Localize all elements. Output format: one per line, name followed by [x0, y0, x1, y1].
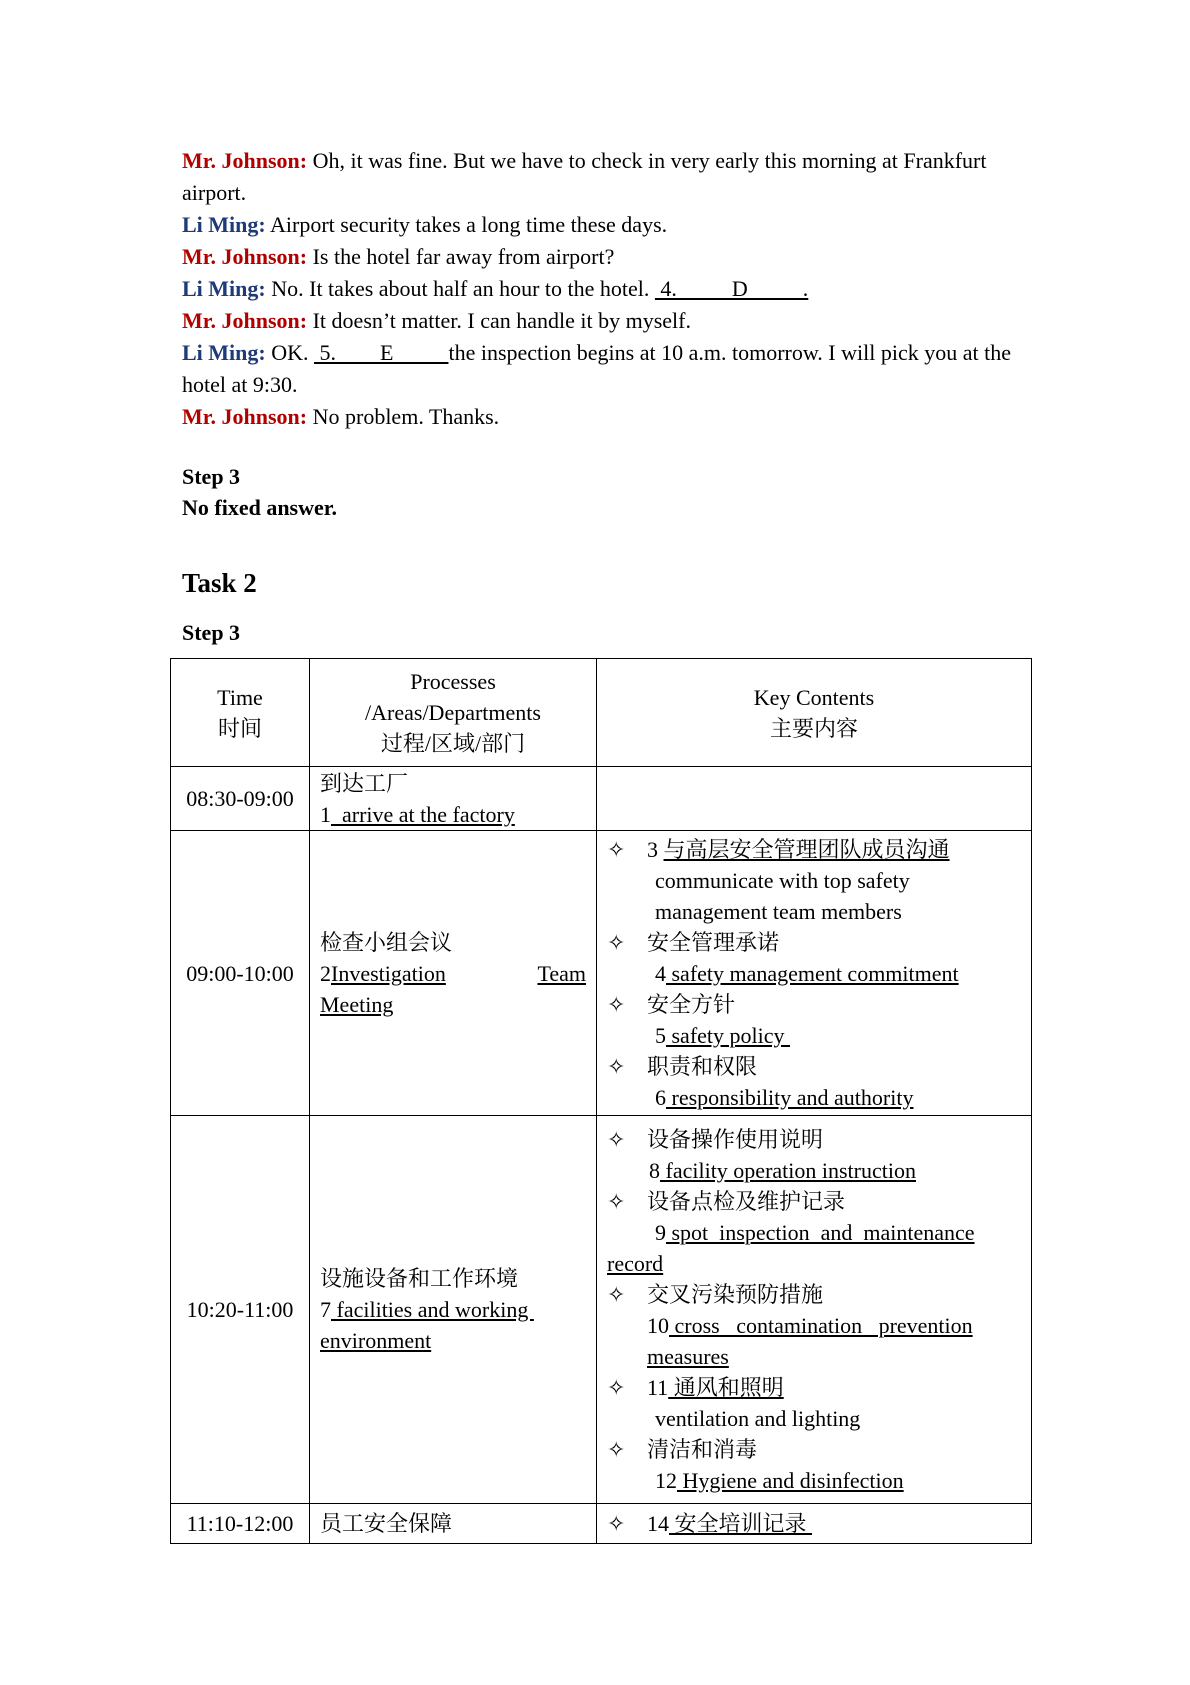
item-answer — [607, 958, 1021, 989]
time-cell: 08:30-09:00 — [171, 767, 310, 831]
time-cell: 11:10-12:00 — [171, 1504, 310, 1544]
list-item — [607, 989, 1021, 1020]
item-number: 6 — [655, 1084, 666, 1110]
answer-text: safety policy — [666, 1022, 791, 1048]
table-header-row — [171, 659, 1032, 767]
item-text: 安全管理承诺 — [647, 929, 780, 955]
key-contents-cell — [597, 767, 1032, 831]
list-item — [607, 1124, 1021, 1155]
dialog-line — [182, 273, 1032, 305]
dialog-line — [182, 305, 1032, 337]
answer-blank: 5. E — [314, 340, 449, 365]
step-heading: Step 3 — [182, 620, 241, 645]
dialog-section — [182, 145, 1032, 433]
table-row — [171, 767, 1032, 831]
process-en — [320, 799, 586, 830]
speaker-label: Mr. Johnson: — [182, 308, 308, 333]
dialog-text: Airport security takes a long time these days. — [265, 212, 668, 237]
header-text: Processes — [410, 669, 496, 694]
list-item — [607, 834, 1021, 865]
diamond-bullet-icon: ✧ — [607, 836, 626, 862]
answer-text: record — [607, 1250, 664, 1276]
speaker-label: Mr. Johnson: — [182, 244, 308, 269]
dialog-line — [182, 209, 1032, 241]
answer-blank: 4. D . — [654, 276, 809, 301]
answer-text: 通风和照明 — [668, 1374, 784, 1400]
speaker-label: Li Ming: — [182, 340, 266, 365]
item-answer — [607, 1310, 1021, 1341]
item-number: 3 — [647, 836, 658, 862]
header-time — [171, 659, 310, 767]
diamond-bullet-icon: ✧ — [607, 1053, 626, 1079]
answer-text: spot inspection and maintenance — [666, 1219, 975, 1245]
item-text: 设备操作使用说明 — [647, 1126, 824, 1152]
item-number: 7 — [320, 1297, 331, 1322]
table-row — [171, 831, 1032, 1116]
item-answer — [607, 1155, 1021, 1186]
item-answer — [607, 1020, 1021, 1051]
diamond-bullet-icon: ✧ — [607, 1374, 626, 1400]
step-answer: No fixed answer. — [182, 495, 338, 520]
item-text: 安全方针 — [647, 991, 736, 1017]
item-number: 10 — [647, 1312, 669, 1338]
diamond-bullet-icon: ✧ — [607, 1281, 626, 1307]
answer-text: cross contamination prevention — [669, 1312, 973, 1338]
dialog-line — [182, 401, 1032, 433]
list-item — [607, 927, 1021, 958]
process-cn: 检查小组会议 — [320, 929, 453, 955]
process-cn: 设施设备和工作环境 — [320, 1266, 519, 1291]
header-text: /Areas/Departments — [365, 700, 541, 725]
item-text: communicate with top safety — [655, 867, 910, 893]
list-item — [607, 1508, 1021, 1539]
item-number: 9 — [655, 1219, 666, 1245]
answer-text: safety management commitment — [666, 960, 959, 986]
dialog-line — [182, 337, 1032, 401]
process-cn: 到达工厂 — [320, 770, 409, 796]
diamond-bullet-icon: ✧ — [607, 1511, 626, 1536]
header-text: 主要内容 — [769, 715, 858, 741]
item-number: 11 — [647, 1374, 669, 1400]
process-en — [320, 1294, 586, 1325]
key-contents-cell — [597, 1504, 1032, 1544]
dialog-text: OK. — [265, 340, 315, 365]
item-text: ventilation and lighting — [655, 1405, 861, 1431]
speaker-label: Mr. Johnson: — [182, 148, 308, 173]
answer-text: responsibility and authority — [666, 1084, 914, 1110]
process-cell — [310, 831, 597, 1116]
item-answer — [607, 1465, 1021, 1496]
speaker-label: Mr. Johnson: — [182, 404, 308, 429]
process-cell — [310, 767, 597, 831]
list-item — [607, 1051, 1021, 1082]
dialog-text: It doesn’t matter. I can handle it by myself. — [307, 308, 691, 333]
table-row — [171, 1504, 1032, 1544]
item-text: 设备点检及维护记录 — [647, 1188, 846, 1214]
answer-text: Hygiene and disinfection — [677, 1467, 904, 1493]
header-key-contents — [597, 659, 1032, 767]
header-processes — [310, 659, 597, 767]
process-cell: 员工安全保障 — [310, 1504, 597, 1544]
table-row — [171, 1116, 1032, 1504]
item-number: 1 — [320, 801, 331, 827]
dialog-text: the inspection begins at 10 a.m. tomorrow. I will pick you at the hotel at 9:30. — [182, 340, 1011, 397]
dialog-line — [182, 145, 1032, 209]
answer-text: facilities and working — [331, 1297, 534, 1322]
item-number: 12 — [655, 1467, 677, 1493]
item-number: 8 — [649, 1157, 660, 1183]
answer-text: environment — [320, 1328, 432, 1353]
answer-text: 安全培训记录 — [669, 1511, 813, 1536]
document-page — [182, 145, 1032, 1536]
time-cell: 10:20-11:00 — [171, 1116, 310, 1504]
diamond-bullet-icon: ✧ — [607, 1436, 626, 1462]
item-text: 职责和权限 — [647, 1053, 758, 1079]
answer-text: Investigation — [331, 960, 446, 986]
diamond-bullet-icon: ✧ — [607, 929, 626, 955]
answer-text: measures — [647, 1343, 729, 1369]
diamond-bullet-icon: ✧ — [607, 1126, 626, 1152]
item-text: 清洁和消毒 — [647, 1436, 758, 1462]
answer-text: arrive at the factory — [331, 801, 515, 827]
item-number: 2 — [320, 960, 331, 986]
process-cell — [310, 1116, 597, 1504]
answer-text: Meeting — [320, 991, 394, 1017]
list-item — [607, 1372, 1021, 1403]
dialog-text: Oh, it was fine. But we have to check in very early this morning at Frankfurt airport. — [182, 148, 987, 205]
dialog-line — [182, 241, 1032, 273]
key-contents-cell — [597, 831, 1032, 1116]
header-text: 时间 — [217, 715, 262, 741]
item-text: management team members — [655, 898, 902, 924]
list-item — [607, 1186, 1021, 1217]
diamond-bullet-icon: ✧ — [607, 991, 626, 1017]
item-answer — [607, 1082, 1021, 1113]
answer-text: facility operation instruction — [660, 1157, 916, 1183]
speaker-label: Li Ming: — [182, 276, 266, 301]
dialog-text: No problem. Thanks. — [307, 404, 500, 429]
time-cell: 09:00-10:00 — [171, 831, 310, 1116]
process-en — [320, 958, 586, 989]
header-text: Key Contents — [753, 684, 875, 710]
header-text: 过程/区域/部门 — [380, 731, 526, 756]
dialog-text: Is the hotel far away from airport? — [307, 244, 615, 269]
item-number: 4 — [655, 960, 666, 986]
list-item — [607, 1434, 1021, 1465]
speaker-label: Li Ming: — [182, 212, 266, 237]
dialog-text: No. It takes about half an hour to the hotel. — [265, 276, 655, 301]
item-number: 5 — [655, 1022, 666, 1048]
step-heading: Step 3 — [182, 464, 241, 489]
task-title: Task 2 — [182, 568, 257, 598]
diamond-bullet-icon: ✧ — [607, 1188, 626, 1214]
answer-text: Team — [537, 960, 586, 986]
answer-text: 与高层安全管理团队成员沟通 — [663, 836, 950, 862]
item-number: 14 — [647, 1511, 669, 1536]
header-text: Time — [217, 684, 263, 710]
item-answer — [607, 1217, 1021, 1248]
inspection-plan-table — [170, 658, 1032, 1544]
key-contents-cell — [597, 1116, 1032, 1504]
list-item — [607, 1279, 1021, 1310]
item-text: 交叉污染预防措施 — [647, 1281, 824, 1307]
